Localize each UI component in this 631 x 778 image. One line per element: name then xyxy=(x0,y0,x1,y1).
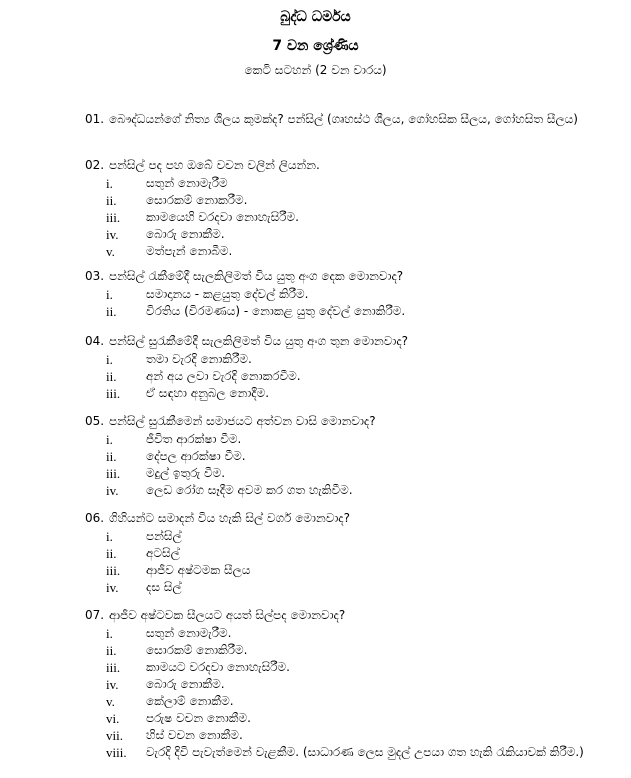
question-number: 04. xyxy=(85,334,105,348)
item-numeral: ii. xyxy=(106,449,117,464)
item-text: වැරදි දිවි පැවැත්මෙන් වැළකීම. (සාධාරණ ලෙස මුදල් උපයා ගත හැකි රැකියාවක් කිරීම.) xyxy=(146,745,584,759)
item-text: සොරකම් නොකිරීම. xyxy=(146,643,248,657)
item-text: පන්සිල් xyxy=(146,529,182,543)
item-text: මත්පැන් නොබීම. xyxy=(146,244,233,258)
question-text: පන්සිල් සුරැකීමේදී සැලකිලිමත් විය යුතු අංග තුන මොනවාද? xyxy=(109,334,409,348)
item-numeral: iv. xyxy=(106,483,119,498)
item-numeral: iv. xyxy=(106,677,119,692)
item-numeral: iv. xyxy=(106,580,119,595)
item-numeral: i. xyxy=(106,176,113,191)
question-text: පන්සිල් සුරැකීමෙන් සමාජයට අත්වන වාසි මොනවාද? xyxy=(109,414,376,428)
item-numeral: iii. xyxy=(106,563,121,578)
question-number: 05. xyxy=(85,414,105,428)
item-text: සතුන් නොමැරීම. xyxy=(146,626,232,640)
question-3 xyxy=(85,268,595,319)
item-numeral: i. xyxy=(106,626,113,641)
subject-title: බුද්ධ ධර්මය xyxy=(280,9,351,25)
item-numeral: viii. xyxy=(106,745,127,760)
item-text: කාමයෙහි වරදවා නොහැසිරීම. xyxy=(146,210,299,224)
subtitle: කෙටි සටහන් (2 වන වාරය) xyxy=(244,63,387,77)
question-1 xyxy=(85,111,595,128)
item-numeral: iv. xyxy=(106,227,119,242)
question-7 xyxy=(85,607,595,760)
item-text: තමා වැරදි නොකිරීම. xyxy=(146,352,252,366)
item-text: මදුල් ඉතුරු වීම. xyxy=(146,466,226,480)
question-number: 07. xyxy=(85,608,105,622)
item-numeral: v. xyxy=(106,244,115,259)
item-text: දස සිල් xyxy=(146,580,182,594)
item-text: ආජීව අෂ්ටමක සීලය xyxy=(146,563,251,577)
question-number: 01. xyxy=(85,112,105,126)
question-text: බෞද්ධයන්ගේ නිත්‍ය ශීලය කුමක්ද? පන්සිල් (ගෘහස්ථ ශීලය, ගෝහසික සීලය, ගෝහසිත සීලය) xyxy=(109,112,578,126)
question-5 xyxy=(85,413,595,498)
item-numeral: i. xyxy=(106,432,113,447)
item-numeral: iii. xyxy=(106,660,121,675)
item-text: බොරු නොකීම. xyxy=(146,227,225,241)
question-number: 02. xyxy=(85,158,105,172)
item-numeral: i. xyxy=(106,529,113,544)
item-text: ජීවිත ආරක්ෂා වීම. xyxy=(146,432,242,446)
item-numeral: ii. xyxy=(106,369,117,384)
question-number: 06. xyxy=(85,511,105,525)
item-text: කේලාම් නොකීම. xyxy=(146,694,234,708)
question-4 xyxy=(85,333,595,401)
item-numeral: v. xyxy=(106,694,115,709)
question-2 xyxy=(85,157,595,259)
question-text: ආජීව අෂ්ටවක සීලයට අයත් සිල්පද මොනවාද? xyxy=(109,608,346,622)
item-numeral: vii. xyxy=(106,728,123,743)
item-text: සමාදානය - කළයුතු දේවල් කිරීම. xyxy=(146,287,309,301)
item-text: අටසිල් xyxy=(146,546,180,560)
grade-title: 7 වන ශ්‍රේණිය xyxy=(272,38,359,54)
item-numeral: ii. xyxy=(106,546,117,561)
item-text: දේපල ආරක්ෂා වීම. xyxy=(146,449,246,463)
item-numeral: iii. xyxy=(106,466,121,481)
item-numeral: ii. xyxy=(106,643,117,658)
item-text: හිස් වචන නොකීම. xyxy=(146,728,243,742)
item-text: ඒ සඳහා අනුබල නොදීම. xyxy=(146,386,270,400)
item-numeral: iii. xyxy=(106,210,121,225)
item-text: අන් අය ලවා වැරදි නොකරවීම. xyxy=(146,369,301,383)
question-number: 03. xyxy=(85,269,105,283)
item-numeral: iii. xyxy=(106,386,121,401)
item-text: විරතිය (විරමණය) - නොකළ යුතු දේවල් නොකිරීම. xyxy=(146,304,406,318)
question-text: ගිහියන්ට සමාදන් විය හැකි සිල් වර්ග මොනවාද? xyxy=(109,511,350,525)
item-text: බොරු නොකීම. xyxy=(146,677,225,691)
item-numeral: ii. xyxy=(106,304,117,319)
item-text: සතුන් නොමැරීම xyxy=(146,176,228,190)
item-numeral: i. xyxy=(106,287,113,302)
item-numeral: i. xyxy=(106,352,113,367)
item-text: ලෙඩ රෝග සෑදීම අවම කර ගත හැකිවීම. xyxy=(146,483,353,497)
question-text: පන්සිල් රැකීමේදී සැලකිලිමත් විය යුතු අංග දෙක මොනවාද? xyxy=(109,269,404,283)
item-text: සොරකම් නොකරීම. xyxy=(146,193,248,207)
item-numeral: vi. xyxy=(106,711,120,726)
item-text: පරුෂ වචන නොකීම. xyxy=(146,711,251,725)
question-6 xyxy=(85,510,595,595)
item-numeral: ii. xyxy=(106,193,117,208)
question-text: පන්සිල් පද පහ ඔබේ වචන වලින් ලියන්න. xyxy=(109,158,320,172)
item-text: කාමයට වරදවා නොහැසිරීම. xyxy=(146,660,290,674)
